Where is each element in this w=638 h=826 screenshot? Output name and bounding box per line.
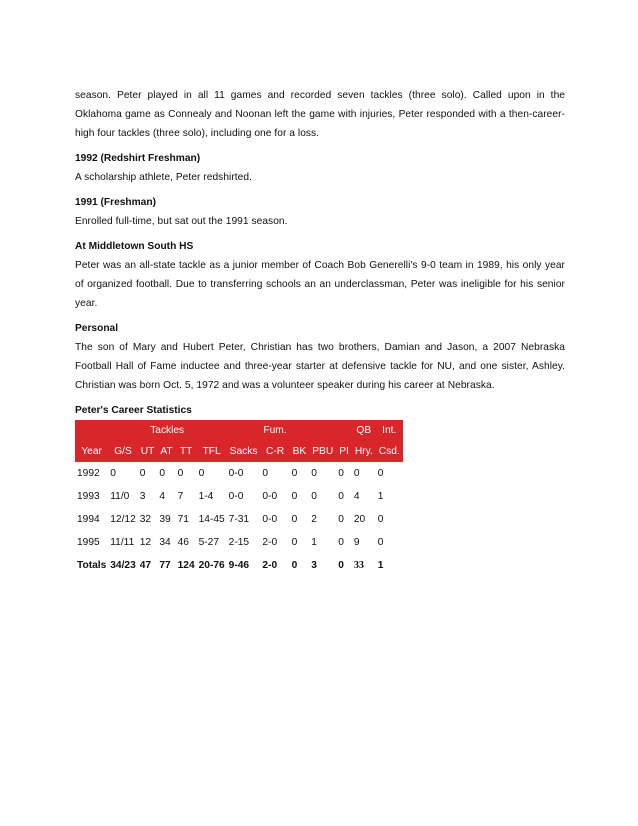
- table-cell: 0-0: [260, 508, 289, 531]
- table-cell: 5-27: [197, 531, 227, 554]
- table-cell: 2-0: [260, 554, 289, 577]
- table-cell: 7: [176, 485, 197, 508]
- table-cell: 0: [290, 508, 310, 531]
- table-cell: 0: [336, 508, 352, 531]
- column-header: TFL: [197, 440, 227, 462]
- table-row: [75, 462, 403, 485]
- table-cell: 0: [290, 531, 310, 554]
- table-cell: 0: [290, 485, 310, 508]
- table-cell: 0: [176, 462, 197, 485]
- table-cell: 0-0: [227, 462, 261, 485]
- column-header: Hry.: [352, 440, 376, 462]
- table-cell: 0: [376, 462, 403, 485]
- column-header: AT: [157, 440, 175, 462]
- table-cell: 1: [376, 485, 403, 508]
- table-cell: 0: [290, 462, 310, 485]
- table-cell: 0: [376, 508, 403, 531]
- table-cell: 2: [309, 508, 336, 531]
- section-text: Enrolled full-time, but sat out the 1991 season.: [75, 216, 288, 227]
- table-cell: 0: [336, 554, 352, 577]
- stats-title: Peter's Career Statistics: [75, 405, 192, 416]
- section-heading: At Middletown South HS: [75, 241, 194, 252]
- section-1992: [75, 149, 565, 187]
- column-header: Year: [75, 440, 108, 462]
- table-row: [75, 508, 403, 531]
- table-cell: 71: [176, 508, 197, 531]
- column-header: Sacks: [227, 440, 261, 462]
- table-cell: 1: [309, 531, 336, 554]
- table-cell: 0: [290, 554, 310, 577]
- table-cell: 9-46: [227, 554, 261, 577]
- table-cell: 0: [352, 462, 376, 485]
- section-heading: 1992 (Redshirt Freshman): [75, 153, 201, 164]
- table-cell: 0: [260, 462, 289, 485]
- table-cell: 4: [157, 485, 175, 508]
- table-cell: 1993: [75, 485, 108, 508]
- table-row-totals: [75, 554, 403, 577]
- table-cell: 1994: [75, 508, 108, 531]
- group-header-tackles: Tackles: [138, 420, 197, 440]
- table-cell: 0: [138, 462, 158, 485]
- table-cell: 14-45: [197, 508, 227, 531]
- section-heading: 1991 (Freshman): [75, 197, 156, 208]
- stats-section: [75, 401, 565, 577]
- group-header-int: Int.: [376, 420, 403, 440]
- section-1991: [75, 193, 565, 231]
- table-cell: 0: [336, 462, 352, 485]
- intro-paragraph: season. Peter played in all 11 games and recorded seven tackles (three solo). Called upon in the Oklahoma game as Connealy and Noonan left the game with injuries, Peter responded with a then-career-high four tackles (three solo), including one for a loss.: [75, 90, 565, 139]
- table-cell: 1995: [75, 531, 108, 554]
- column-header: TT: [176, 440, 197, 462]
- table-cell: 1: [376, 554, 403, 577]
- table-group-header-row: [75, 420, 403, 440]
- table-cell: 0: [108, 462, 138, 485]
- section-text: The son of Mary and Hubert Peter, Christian has two brothers, Damian and Jason, a 2007 Nebraska Football Hall of Fame inductee and three-year starter at defensive tackle for NU, and one sister, Ashley. Christian was born Oct. 5, 1972 and was a volunteer speaker during his career at Nebraska.: [75, 342, 565, 391]
- table-cell: 1992: [75, 462, 108, 485]
- section-text: Peter was an all-state tackle as a junior member of Coach Bob Generelli's 9-0 team in 1989, his only year of organized football. Due to transferring schools an an underclassman, Peter was ineligible for his senior year.: [75, 260, 565, 309]
- table-cell: 46: [176, 531, 197, 554]
- section-personal: [75, 319, 565, 395]
- group-header-fum: Fum.: [260, 420, 289, 440]
- table-cell: 124: [176, 554, 197, 577]
- table-cell: 1-4: [197, 485, 227, 508]
- table-cell: 33: [352, 554, 376, 577]
- table-cell: 2-0: [260, 531, 289, 554]
- table-cell: 34: [157, 531, 175, 554]
- table-cell: 39: [157, 508, 175, 531]
- table-cell: 3: [138, 485, 158, 508]
- section-high-school: [75, 237, 565, 313]
- column-header: G/S: [108, 440, 138, 462]
- table-cell: 47: [138, 554, 158, 577]
- table-cell: 0-0: [260, 485, 289, 508]
- table-cell: 3: [309, 554, 336, 577]
- column-header: BK: [290, 440, 310, 462]
- table-cell: 20: [352, 508, 376, 531]
- column-header: PBU: [309, 440, 336, 462]
- table-cell: 0: [376, 531, 403, 554]
- table-cell: 7-31: [227, 508, 261, 531]
- column-header: UT: [138, 440, 158, 462]
- table-cell: 0: [336, 485, 352, 508]
- table-cell: 0: [309, 485, 336, 508]
- table-cell: 32: [138, 508, 158, 531]
- table-cell: 0: [157, 462, 175, 485]
- column-header: Csd.: [376, 440, 403, 462]
- table-row: [75, 485, 403, 508]
- table-row: [75, 531, 403, 554]
- column-header: C-R: [260, 440, 289, 462]
- table-cell: 0: [336, 531, 352, 554]
- table-cell: 2-15: [227, 531, 261, 554]
- table-cell: 12/12: [108, 508, 138, 531]
- table-cell: 77: [157, 554, 175, 577]
- table-cell: 20-76: [197, 554, 227, 577]
- table-cell: 34/23: [108, 554, 138, 577]
- column-header: PI: [336, 440, 352, 462]
- career-stats-table: [75, 420, 403, 577]
- table-cell: 0: [309, 462, 336, 485]
- section-heading: Personal: [75, 323, 119, 334]
- table-cell: 11/11: [108, 531, 138, 554]
- table-cell: 0-0: [227, 485, 261, 508]
- table-cell: 11/0: [108, 485, 138, 508]
- table-cell: 9: [352, 531, 376, 554]
- group-header-qb: QB: [352, 420, 376, 440]
- section-text: A scholarship athlete, Peter redshirted.: [75, 172, 252, 183]
- table-cell: 0: [197, 462, 227, 485]
- table-column-header-row: [75, 440, 403, 462]
- table-cell: 4: [352, 485, 376, 508]
- document-page: [75, 86, 565, 577]
- table-cell: Totals: [75, 554, 108, 577]
- table-cell: 12: [138, 531, 158, 554]
